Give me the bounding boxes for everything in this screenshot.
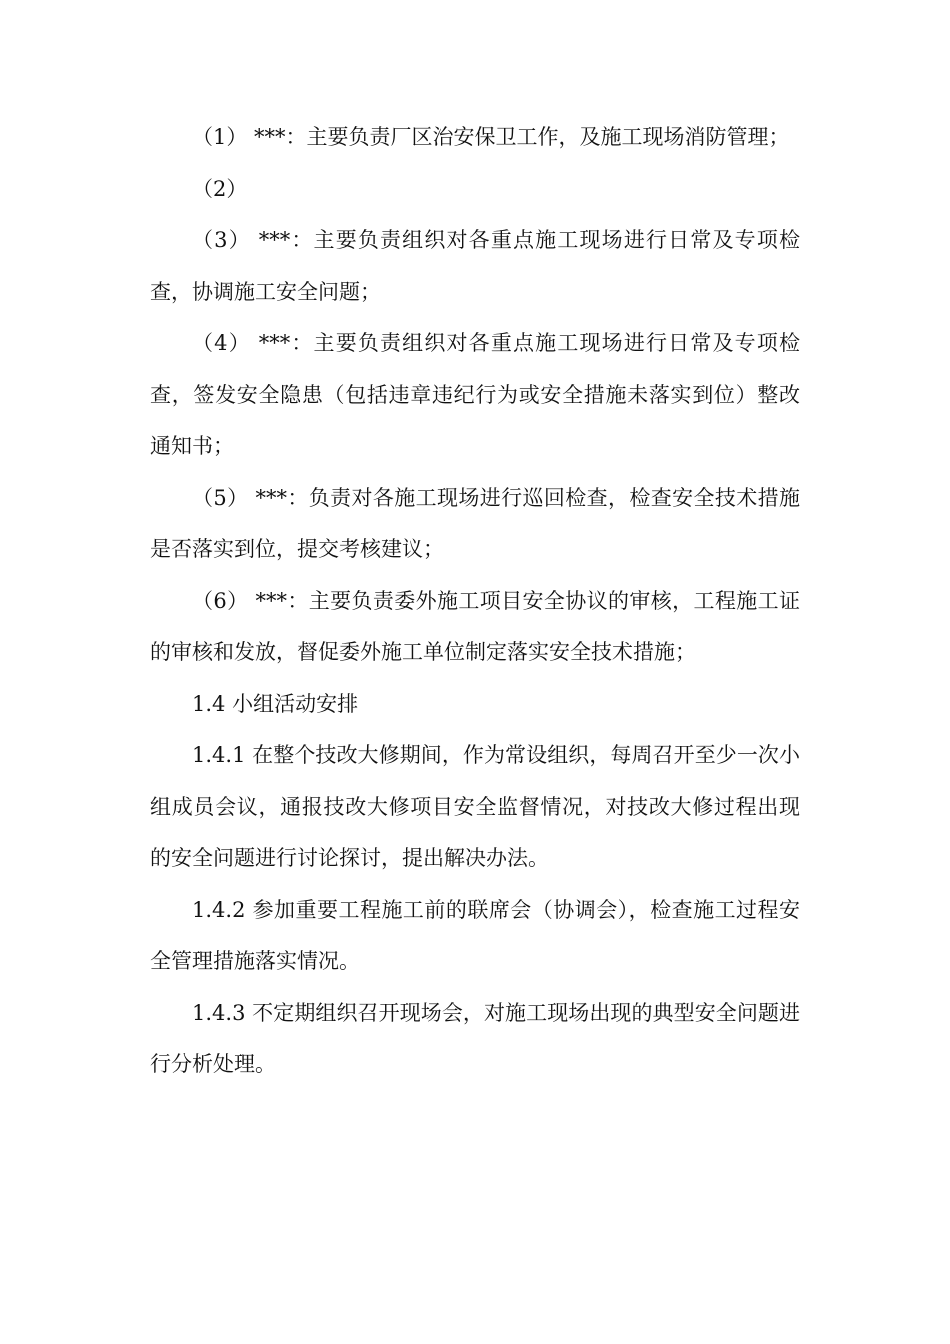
duty-item-4: （4） ***：主要负责组织对各重点施工现场进行日常及专项检查，签发安全隐患（包括违章违纪行为或安全措施未落实到位）整改通知书； — [150, 331, 800, 458]
section-heading: 1.4 小组活动安排 — [192, 691, 359, 716]
duty-item-5: （5） ***：负责对各施工现场进行巡回检查，检查安全技术措施是否落实到位，提交考核建议； — [150, 485, 800, 561]
activity-item-1: 1.4.1 在整个技改大修期间，作为常设组织，每周召开至少一次小组成员会议，通报技改大修项目安全监督情况，对技改大修过程出现的安全问题进行讨论探讨，提出解决办法。 — [150, 743, 800, 870]
duty-item-6: （6） ***：主要负责委外施工项目安全协议的审核，工程施工证的审核和发放，督促委外施工单位制定落实安全技术措施； — [150, 588, 800, 664]
duty-item-2: （2） — [192, 176, 248, 201]
activity-item-2: 1.4.2 参加重要工程施工前的联席会（协调会），检查施工过程安全管理措施落实情况。 — [150, 897, 800, 973]
duty-item-3: （3） ***：主要负责组织对各重点施工现场进行日常及专项检查，协调施工安全问题； — [150, 228, 800, 304]
document-body — [150, 112, 800, 1091]
duty-item-1: （1） ***：主要负责厂区治安保卫工作，及施工现场消防管理； — [192, 125, 790, 149]
activity-item-3: 1.4.3 不定期组织召开现场会，对施工现场出现的典型安全问题进行分析处理。 — [150, 1000, 800, 1076]
